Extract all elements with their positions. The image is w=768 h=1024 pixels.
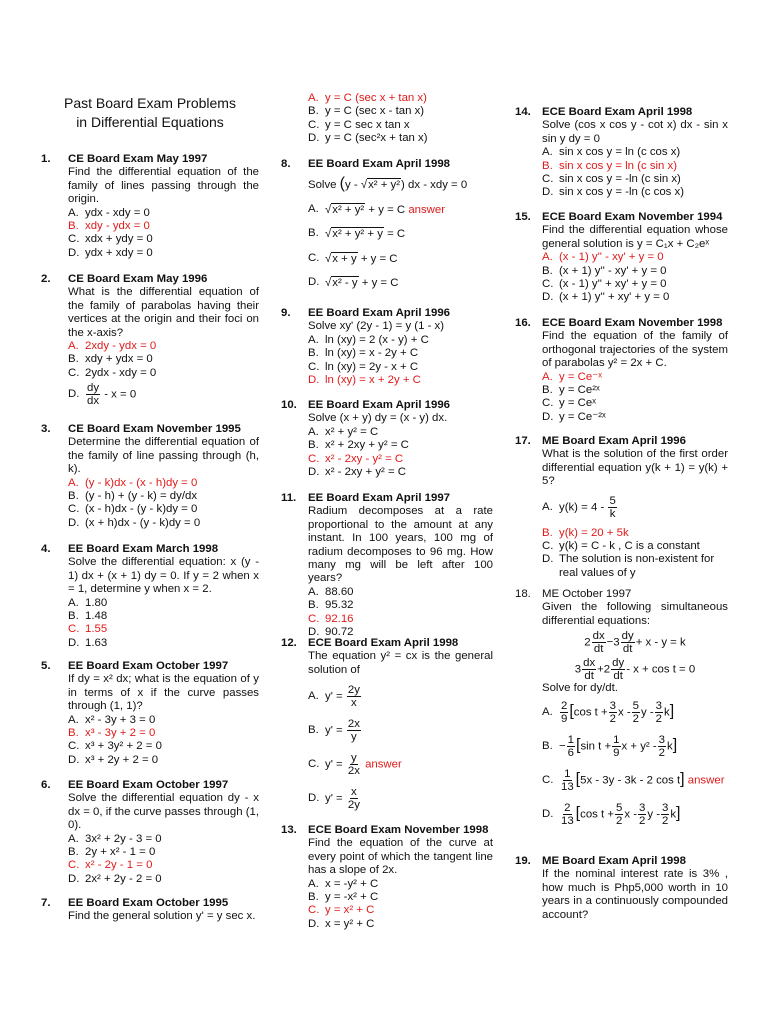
problem-7-options xyxy=(281,92,493,146)
option-d: D. 2x² + 2y - 2 = 0 xyxy=(68,872,162,885)
option-c: C. ln (xy) = 2y - x + C xyxy=(308,360,419,373)
problem-question: What is the differential equation of the family of parabolas having their vertices at the origin and their foci on the x-axis? xyxy=(68,286,259,339)
problem-heading: ECE Board Exam April 1998 xyxy=(308,637,459,649)
option-b: B. y = -x² + C xyxy=(308,891,379,904)
option-a: A. x² + y² = C xyxy=(308,425,379,438)
option-c: C. 2ydx - xdy = 0 xyxy=(68,366,157,379)
problem-question: The equation y² = cx is the general solution of xyxy=(308,650,493,676)
problem-question: Find the differential equation of the family of lines passing through the origin. xyxy=(68,166,259,206)
problem-heading: EE Board Exam April 1997 xyxy=(308,492,451,504)
problem-heading: ME Board Exam April 1998 xyxy=(542,855,686,867)
problem-number: 9. xyxy=(281,307,291,319)
option-d: D. sin x cos y = -ln (c cos x) xyxy=(542,186,685,199)
problem-9 xyxy=(281,307,493,387)
problem-5 xyxy=(41,660,259,767)
option-d: D. y = Ce⁻²ˣ xyxy=(542,410,606,423)
problem-heading: ME Board Exam April 1996 xyxy=(542,435,686,447)
problem-19 xyxy=(515,855,728,922)
problem-question: Solve (y - √x² + y²) dx - xdy = 0 xyxy=(308,175,468,193)
option-b: B. y = C (sec x - tan x) xyxy=(308,105,425,118)
problem-number: 14. xyxy=(515,106,531,118)
option-d: D. y' = $\frac{x}{2y}$ xyxy=(308,785,360,811)
problem-17 xyxy=(515,435,728,580)
problem-number: 16. xyxy=(515,317,531,329)
option-b: B. 95.32 xyxy=(308,599,354,612)
problem-question: What is the solution of the first order differential equation y(k + 1) = y(k) + 5? xyxy=(542,448,728,488)
option-c-answer: C. x² - 2xy - y² = C xyxy=(308,452,404,465)
problem-question: Find the general solution y' = y sec x. xyxy=(68,910,256,923)
equation-2: 3 $\frac{dx}{dt}$ +2 $\frac{dy}{dt}$ - x + cos t = 0 xyxy=(574,657,696,683)
solve-for-text: Solve for dy/dt. xyxy=(542,682,618,695)
problem-number: 10. xyxy=(281,399,297,411)
problem-number: 5. xyxy=(41,660,51,672)
option-b: B. 1.48 xyxy=(68,610,108,623)
option-c-answer: C. 1.55 xyxy=(68,623,108,636)
problem-question: Radium decomposes at a rate proportional to the amount at any instant. In 100 years, 100 mg of radium decomposes to 96 mg. How many mg will be left after 100 years? xyxy=(308,505,493,585)
option-c: C. √x + y + y = C xyxy=(308,251,398,265)
problem-16 xyxy=(515,317,728,424)
problem-1 xyxy=(41,153,259,260)
problem-3 xyxy=(41,423,259,530)
option-b: B. x² + 2xy + y² = C xyxy=(308,439,409,452)
option-c: C. sin x cos y = -ln (c sin x) xyxy=(542,173,681,186)
option-c: C. y' = $\frac{y}{2x}$ answer xyxy=(308,751,402,777)
option-d: D. x = y² + C xyxy=(308,917,375,930)
option-a: A. sin x cos y = ln (c cos x) xyxy=(542,146,681,159)
problem-number: 11. xyxy=(281,492,297,504)
problem-heading: EE Board Exam October 1997 xyxy=(68,779,229,791)
option-a: A. ln (xy) = 2 (x - y) + C xyxy=(308,333,429,346)
problem-number: 3. xyxy=(41,423,51,435)
problem-4 xyxy=(41,543,259,650)
problem-14 xyxy=(515,106,728,200)
option-a: A. 88.60 xyxy=(308,585,354,598)
problem-heading: EE Board Exam April 1998 xyxy=(308,158,451,170)
problem-question: Given the following simultaneous differential equations: xyxy=(542,601,728,627)
option-a: A. $\frac{2}{9}$ [cos t + $\frac{3}{2}$ x - $\frac{5}{2}$ y - $\frac{3}{2}$ k] xyxy=(542,700,675,726)
option-d: D. The solution is non-existent for real values of y xyxy=(542,553,715,579)
problem-question: Solve (cos x cos y - cot x) dx - sin x sin y dy = 0 xyxy=(542,119,728,145)
problem-13 xyxy=(281,824,493,931)
option-b: B. √x² + y² + y = C xyxy=(308,227,406,241)
problem-8 xyxy=(281,158,493,290)
option-d: D. ydx + xdy = 0 xyxy=(68,246,153,259)
problem-number: 4. xyxy=(41,543,51,555)
problem-number: 19. xyxy=(515,855,531,867)
problem-number: 2. xyxy=(41,273,51,285)
problem-number: 7. xyxy=(41,897,51,909)
option-a-answer: A. 2xdy - ydx = 0 xyxy=(68,340,157,353)
problem-heading: EE Board Exam March 1998 xyxy=(68,543,219,555)
option-b-answer: B. sin x cos y = ln (c sin x) xyxy=(542,159,678,172)
option-c-answer: C. 92.16 xyxy=(308,612,354,625)
option-b-answer: B. y(k) = 20 + 5k xyxy=(542,526,629,539)
option-b: B. (x + 1) y'' - xy' + y = 0 xyxy=(542,264,667,277)
option-d: D. y = C (sec²x + tan x) xyxy=(308,132,428,145)
problem-15 xyxy=(515,211,728,305)
option-b-answer: B. xdy - ydx = 0 xyxy=(68,220,150,233)
problem-question: If the nominal interest rate is 3% , how much is Php5,000 worth in 10 years in a continuously compounded account? xyxy=(542,868,728,921)
problem-6 xyxy=(41,779,259,886)
problem-heading: EE Board Exam October 1995 xyxy=(68,897,229,909)
option-d: D. $\frac{dy}{dx}$ - x = 0 xyxy=(68,382,137,408)
option-c: C. (x - 1) y'' + xy' + y = 0 xyxy=(542,278,667,291)
problem-heading: ECE Board Exam November 1998 xyxy=(542,317,723,329)
title-line-2: in Differential Equations xyxy=(76,114,224,130)
option-d: D. 1.63 xyxy=(68,636,108,649)
option-b: B. 2y + x² - 1 = 0 xyxy=(68,846,156,859)
option-a: A. 3x² + 2y - 3 = 0 xyxy=(68,832,162,845)
page-title xyxy=(41,94,259,132)
option-a-answer: A. (y - k)dx - (x - h)dy = 0 xyxy=(68,476,198,489)
option-c: C. y = Ceˣ xyxy=(542,397,596,410)
problem-number: 6. xyxy=(41,779,51,791)
option-b: B. ln (xy) = x - 2y + C xyxy=(308,347,419,360)
option-d: D. x² - 2xy + y² = C xyxy=(308,466,407,479)
option-a: A. x² - 3y + 3 = 0 xyxy=(68,713,156,726)
option-b: B. − $\frac{1}{6}$ [sin t + $\frac{1}{9}$ x + y² - $\frac{3}{2}$ k] xyxy=(542,734,678,760)
option-c-answer: C. x² - 2y - 1 = 0 xyxy=(68,859,153,872)
problem-number: 18. xyxy=(515,588,531,600)
option-c: C. y(k) = C - k , C is a constant xyxy=(542,540,700,553)
problem-question: Find the equation of the curve at every point of which the tangent line has a slope of 2x. xyxy=(308,837,493,877)
problem-question: Solve (x + y) dy = (x - y) dx. xyxy=(308,412,448,425)
option-a: A. √x² + y² + y = C answer xyxy=(308,202,446,216)
option-a-answer: A. y = C (sec x + tan x) xyxy=(308,92,427,104)
title-line-1: Past Board Exam Problems xyxy=(64,95,236,111)
option-c-answer: C. y = x² + C xyxy=(308,904,375,917)
problem-heading: EE Board Exam April 1996 xyxy=(308,307,451,319)
problem-question: Find the equation of the family of orthogonal trajectories of the system of parabolas y² = 2x + C. xyxy=(542,330,728,370)
problem-number: 8. xyxy=(281,158,291,170)
problem-heading: ME October 1997 xyxy=(542,588,632,600)
option-c: C. (x - h)dx - (y - k)dy = 0 xyxy=(68,503,198,516)
problem-number: 13. xyxy=(281,824,297,836)
problem-heading: ECE Board Exam November 1994 xyxy=(542,211,723,223)
option-a: A. y' = $\frac{2y}{x}$ xyxy=(308,683,360,709)
problem-7 xyxy=(41,897,259,924)
problem-heading: ECE Board Exam April 1998 xyxy=(542,106,693,118)
problem-question: Solve the differential equation dy - x dx = 0, if the curve passes through (1, 0). xyxy=(68,792,259,832)
option-c: C. x³ + 3y² + 2 = 0 xyxy=(68,740,162,753)
option-a: A. 1.80 xyxy=(68,596,108,609)
option-d: D. $\frac{2}{13}$ [cos t + $\frac{5}{2}$ x - $\frac{3}{2}$ y - $\frac{3}{2}$ k] xyxy=(542,802,681,828)
option-b: B. y' = $\frac{2x}{y}$ xyxy=(308,717,360,743)
option-b-answer: B. x³ - 3y + 2 = 0 xyxy=(68,727,156,740)
problem-heading: EE Board Exam April 1996 xyxy=(308,399,451,411)
problem-11 xyxy=(281,492,493,639)
option-a: A. ydx - xdy = 0 xyxy=(68,206,150,219)
option-d: D. (x + 1) y'' + xy' + y = 0 xyxy=(542,291,670,304)
option-a: A. y(k) = 4 - $\frac{5}{k}$ xyxy=(542,495,616,521)
problem-heading: CE Board Exam May 1997 xyxy=(68,153,208,165)
problem-heading: ECE Board Exam November 1998 xyxy=(308,824,489,836)
option-a-answer: A. y = Ce⁻ˣ xyxy=(542,370,602,383)
option-b: B. xdy + ydx = 0 xyxy=(68,353,153,366)
problem-question: Determine the differential equation of the family of line passing through (h, k). xyxy=(68,436,259,476)
problem-question: Solve xy' (2y - 1) = y (1 - x) xyxy=(308,320,445,333)
problem-number: 12. xyxy=(281,637,297,649)
option-c: C. $\frac{1}{13}$ [5x - 3y - 3k - 2 cos t] answer xyxy=(542,768,725,794)
problem-heading: CE Board Exam November 1995 xyxy=(68,423,241,435)
problem-number: 17. xyxy=(515,435,531,447)
option-d: D. 90.72 xyxy=(308,626,354,639)
option-a: A. x = -y² + C xyxy=(308,877,379,890)
option-d-answer: D. ln (xy) = x + 2y + C xyxy=(308,374,421,387)
option-d: D. x³ + 2y + 2 = 0 xyxy=(68,753,159,766)
problem-12 xyxy=(281,637,493,815)
problem-question: Solve the differential equation: x (y - 1) dx + (x + 1) dy = 0. If y = 2 when x = 1, determine y when x = 2. xyxy=(68,556,259,596)
option-d: D. (x + h)dx - (y - k)dy = 0 xyxy=(68,516,201,529)
problem-question: Find the differential equation whose general solution is y = C₁x + C₂eˣ xyxy=(542,224,728,250)
problem-heading: CE Board Exam May 1996 xyxy=(68,273,208,285)
problem-number: 15. xyxy=(515,211,531,223)
option-c: C. y = C sec x tan x xyxy=(308,118,410,131)
option-c: C. xdx + ydy = 0 xyxy=(68,233,153,246)
problem-10 xyxy=(281,399,493,479)
problem-number: 1. xyxy=(41,153,51,165)
option-d: D. √x² - y + y = C xyxy=(308,276,399,290)
problem-question: If dy = x² dx; what is the equation of y in terms of x if the curve passes through (1, 1)? xyxy=(68,673,259,713)
problem-heading: EE Board Exam October 1997 xyxy=(68,660,229,672)
option-b: B. (y - h) + (y - k) = dy/dx xyxy=(68,490,198,503)
option-a-answer: A. (x - 1) y'' - xy' + y = 0 xyxy=(542,251,664,264)
option-b: B. y = Ce²ˣ xyxy=(542,384,600,397)
equation-1: 2 $\frac{dx}{dt}$ −3 $\frac{dy}{dt}$ + x - y = k xyxy=(584,630,686,656)
problem-18 xyxy=(515,588,728,832)
problem-2 xyxy=(41,273,259,407)
